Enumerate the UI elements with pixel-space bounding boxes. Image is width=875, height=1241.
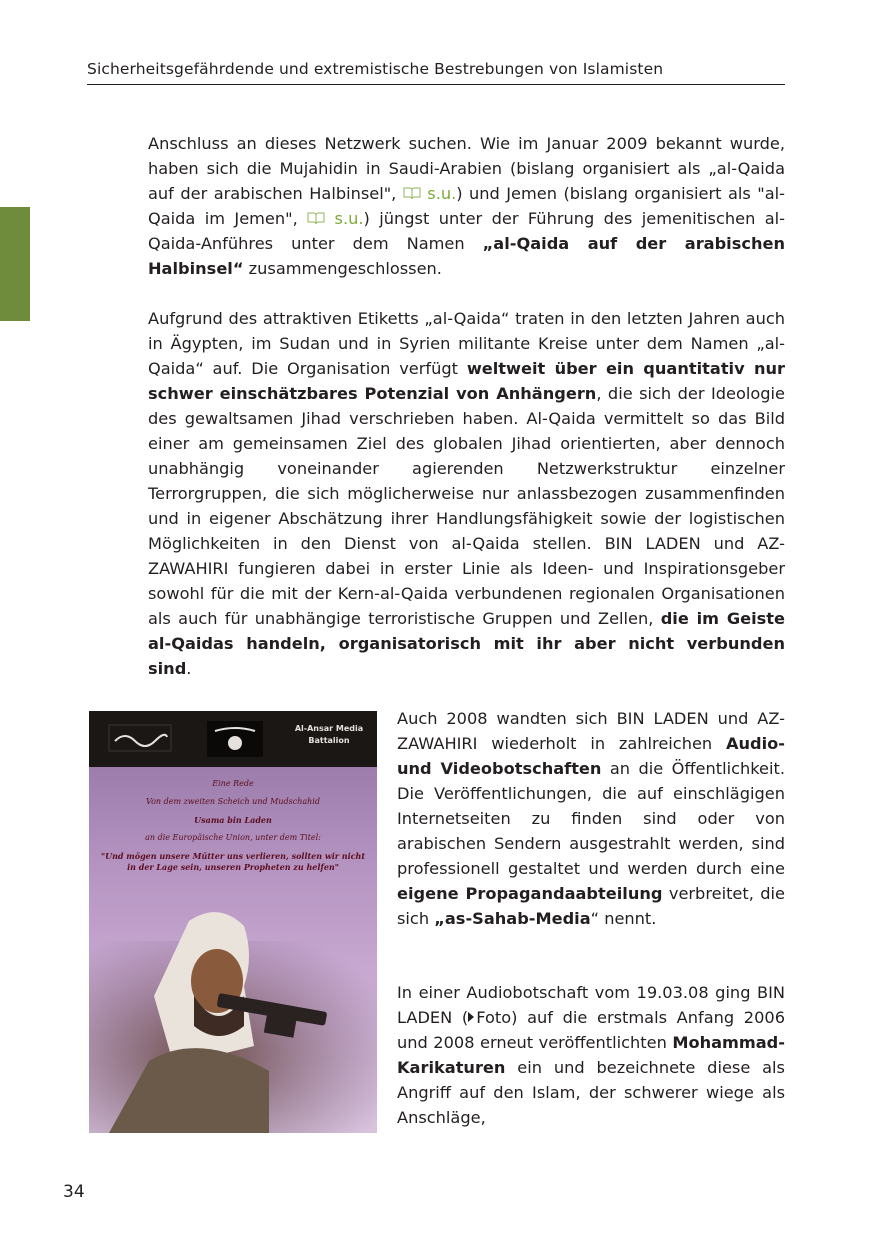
- photo-caption: [97, 775, 369, 873]
- man-with-rifle-illustration: [89, 881, 377, 1133]
- paragraph-4: In einer Audiobotschaft vom 19.03.08 ging BIN LADEN ( Foto) auf die erstmals Anfang 2006 und 2008 erneut veröffentlichten Mohammad-Karikaturen ein und bezeichnete diese als Angriff auf den Islam, der schwerer wiege als Anschläge,: [397, 983, 785, 1127]
- page-number: 34: [63, 1182, 85, 1202]
- running-header: Sicherheitsgefährdende und extremistische Bestrebungen von Islamisten: [87, 60, 664, 78]
- header-rule: [87, 84, 785, 85]
- photo-caption-line: Eine Rede: [212, 779, 254, 788]
- photo-banner: [89, 711, 377, 767]
- book-icon: [403, 187, 421, 200]
- photo-caption-line: an die Europäische Union, unter dem Titel:: [145, 833, 321, 842]
- photo-reference[interactable]: Foto: [468, 1008, 511, 1027]
- book-icon: [307, 212, 325, 225]
- paragraph-1: Anschluss an dieses Netzwerk suchen. Wie im Januar 2009 bekannt wurde, haben sich die Mujahidin in Saudi-Arabien (bislang organisiert als „al-Qaida auf der arabischen Halbinsel", s.u.) und Jemen (bislang organisiert als "al-Qaida im Jemen", s.u.) jüngst unter der Führung des jemenitischen al-Qaida-Anführes unter dem Namen „al-Qaida auf der arabischen Halbinsel“ zusammengeschlossen.: [148, 134, 785, 278]
- photo-caption-line: "Und mögen unsere Mütter uns verlieren, sollten wir nicht in der Lage sein, unseren Propheten zu helfen": [100, 851, 366, 872]
- photo-caption-line: Usama bin Laden: [194, 815, 272, 825]
- propaganda-photo: [89, 711, 377, 1133]
- photo-caption-line: Von dem zweiten Scheich und Mudschahid: [146, 797, 320, 806]
- cross-reference-1[interactable]: s.u.: [403, 184, 456, 203]
- chapter-tab: [0, 207, 30, 321]
- paragraph-2: Aufgrund des attraktiven Etiketts „al-Qaida“ traten in den letzten Jahren auch in Ägypten, im Sudan und in Syrien militante Kreise unter dem Namen „al-Qaida“ auf. Die Organisation verfügt weltweit über ein quantitativ nur schwer einschätzbares Potenzial von Anhängern, die sich der Ideologie des gewaltsamen Jihad verschrieben haben. Al-Qaida vermittelt so das Bild einer am gemeinsamen Ziel des globalen Jihad orientierten, aber dennoch unabhängig voneinander agierenden Netzwerkstruktur einzelner Terrorgruppen, die sich möglicherweise nur anlassbezogen zusammenfinden und in eigener Abschätzung ihrer Handlungsfähigkeit sowie der logistischen Möglichkeiten in den Dienst von al-Qaida stellen. BIN LADEN und AZ-ZAWAHIRI fungieren dabei in erster Linie als Ideen- und Inspirationsgeber sowohl für die mit der Kern-al-Qaida verbundenen regionalen Organisationen als auch für unabhängige terroristische Gruppen und Zellen, die im Geiste al-Qaidas handeln, organisatorisch mit ihr aber nicht verbunden sind.: [148, 309, 786, 678]
- paragraph-3: Auch 2008 wandten sich BIN LADEN und AZ-ZAWAHIRI wiederholt in zahlreichen Audio- und Videobotschaften an die Öffentlichkeit. Die Veröffentlichungen, die auf einschlägigen Internetseiten zu finden sind oder von arabischen Sendern ausgestrahlt werden, sind professionell gestaltet und werden durch eine eigene Propagandaabteilung verbreitet, die sich „as-Sahab-Media“ nennt.: [397, 709, 786, 928]
- photo-logo-text: Al-Ansar Media Battalion: [294, 724, 364, 745]
- triangle-right-icon: [468, 1012, 474, 1022]
- cross-reference-2[interactable]: s.u.: [307, 209, 363, 228]
